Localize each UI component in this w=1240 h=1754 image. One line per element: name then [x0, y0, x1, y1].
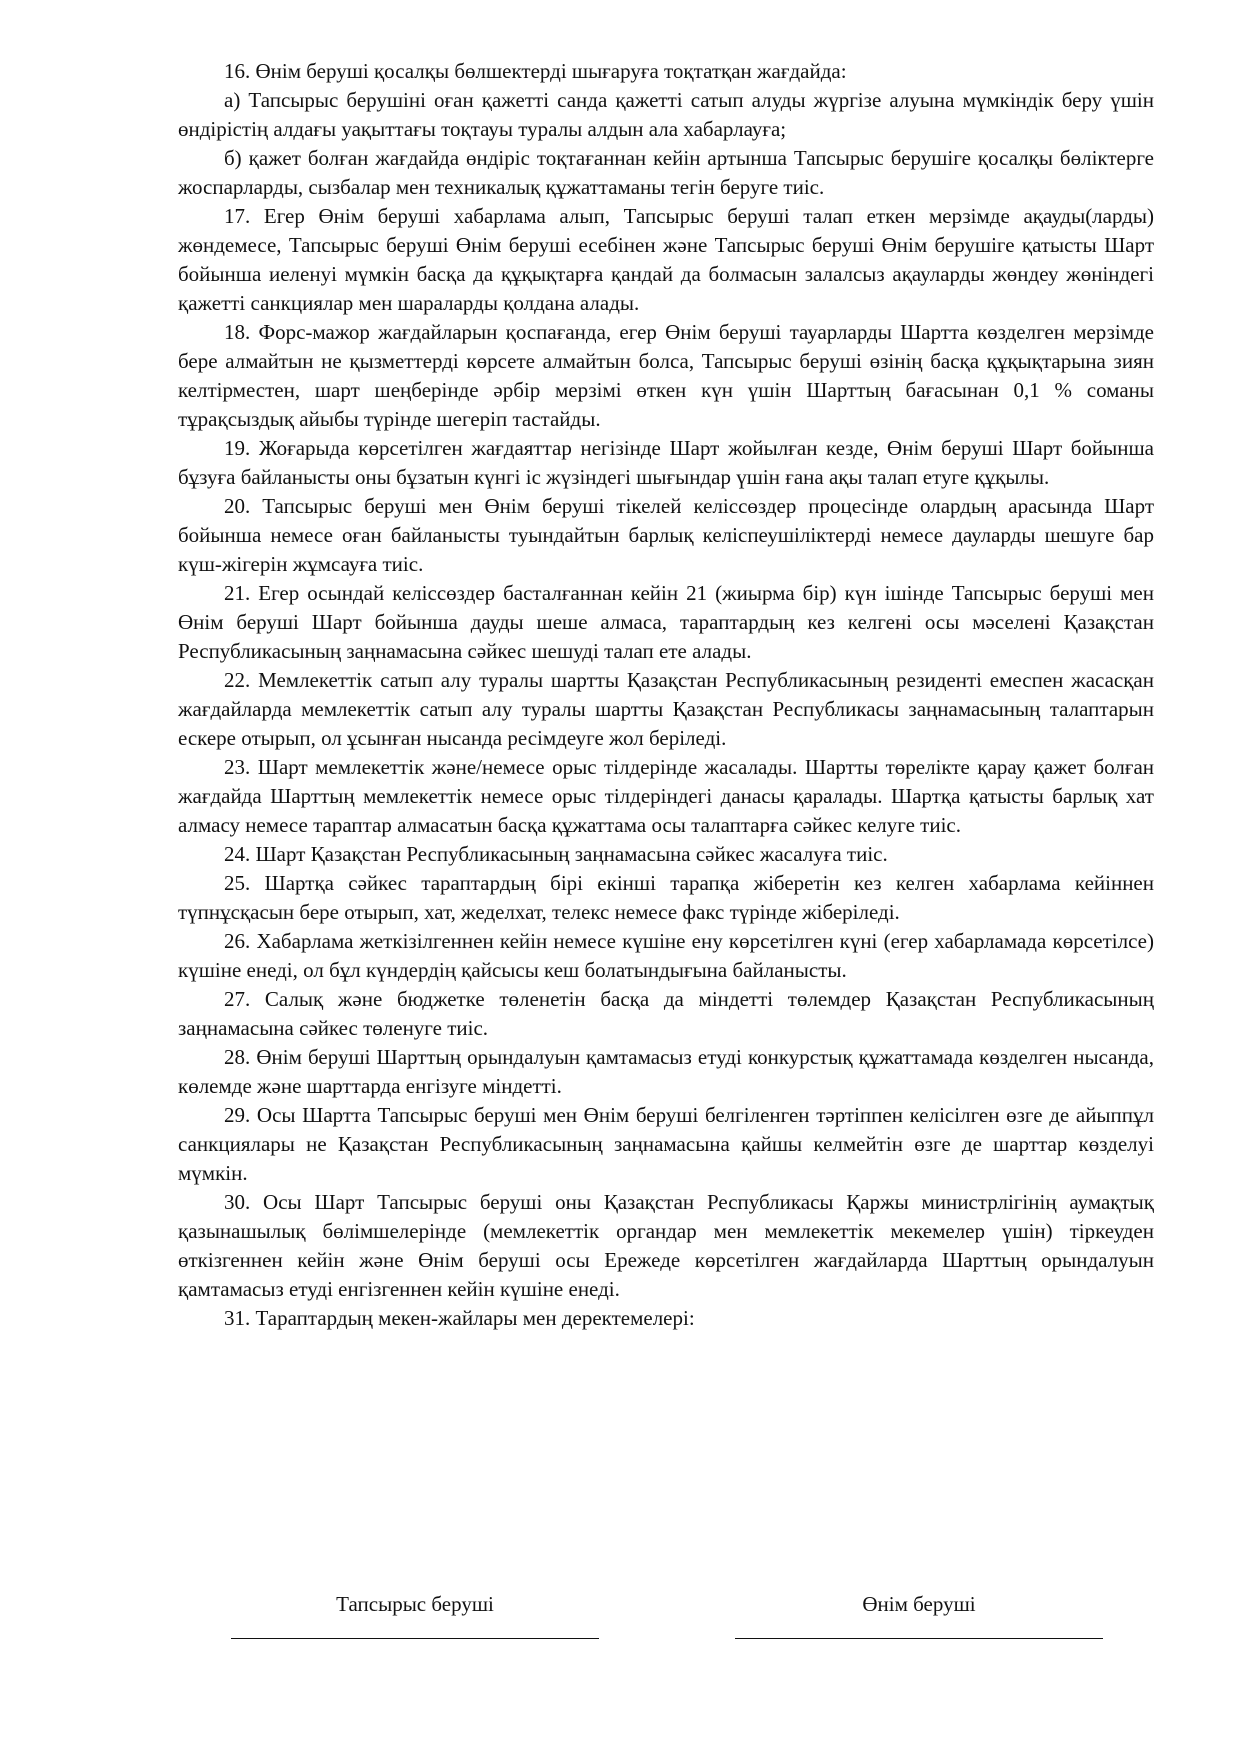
customer-label: Тапсырыс беруші: [336, 1592, 494, 1616]
supplier-label: Өнім беруші: [862, 1592, 976, 1616]
paragraph-29: 29. Осы Шартта Тапсырыс беруші мен Өнім беруші белгіленген тәртіппен келісілген өзге де айыппұл санкциялары не Қазақстан Республикасының заңнамасына қайшы келмейтін өзге де шарттар көзделуі мүмкін.: [178, 1103, 1154, 1185]
paragraph-16a: а) Тапсырыс берушіні оған қажетті санда қажетті сатып алуды жүргізе алуына мүмкіндік беру үшін өндірістің алдағы уақыттағы тоқтауы туралы алдын ала хабарлауға;: [178, 88, 1154, 141]
paragraph-24: 24. Шарт Қазақстан Республикасының заңнамасына сәйкес жасалуға тиіс.: [224, 842, 888, 866]
paragraph-17: 17. Егер Өнім беруші хабарлама алып, Тапсырыс беруші талап еткен мерзімде ақауды(ларды) жөндемесе, Тапсырыс беруші Өнім беруші есебінен және Тапсырыс беруші Өнім берушіге қатысты Шарт бойынша иеленуі мүмкін басқа да құқықтарға қандай да болмасын залалсыз ақауларды жөндеу жөніндегі қажетті санкциялар мен шараларды қолдана алады.: [178, 204, 1154, 315]
supplier-signature-block: [734, 1589, 1104, 1639]
paragraph-19: 19. Жоғарыда көрсетілген жағдаяттар негізінде Шарт жойылған кезде, Өнім беруші Шарт бойынша бұзуға байланысты оны бұзатын күнгі іс жүзіндегі шығындар үшін ғана ақы талап етуге құқылы.: [178, 436, 1154, 489]
customer-signature-line: [231, 1637, 599, 1639]
paragraph-18: 18. Форс-мажор жағдайларын қоспағанда, егер Өнім беруші тауарларды Шартта көзделген мерзімде бере алмайтын не қызметтерді көрсете алмайтын болса, Тапсырыс беруші өзінің басқа құқықтарына зиян келтірместен, шарт шеңберінде әрбір мерзімі өткен күн үшін Шарттың бағасынан 0,1 % соманы тұрақсыздық айыбы түрінде шегеріп тастайды.: [178, 320, 1154, 431]
paragraph-21: 21. Егер осындай келіссөздер басталғаннан кейін 21 (жиырма бір) күн ішінде Тапсырыс беруші мен Өнім беруші Шарт бойынша дауды шеше алмаса, тараптардың кез келгені осы мәселені Қазақстан Республикасының заңнамасына сәйкес шешуді талап ете алады.: [178, 581, 1154, 663]
paragraph-16: 16. Өнім беруші қосалқы бөлшектерді шығаруға тоқтатқан жағдайда:: [224, 59, 847, 83]
paragraph-16b: б) қажет болған жағдайда өндіріс тоқтағаннан кейін артынша Тапсырыс берушіге қосалқы бөліктерге жоспарларды, сызбалар мен техникалық құжаттаманы тегін беруге тиіс.: [178, 146, 1154, 199]
paragraph-27: 27. Салық және бюджетке төленетін басқа да міндетті төлемдер Қазақстан Республикасының заңнамасына сәйкес төленуге тиіс.: [178, 987, 1154, 1040]
paragraph-28: 28. Өнім беруші Шарттың орындалуын қамтамасыз етуді конкурстық құжаттамада көзделген нысанда, көлемде және шарттарда енгізуге міндетті.: [178, 1045, 1154, 1098]
signature-section: [178, 1589, 1154, 1659]
document-body: [178, 57, 1154, 1333]
supplier-signature-line: [735, 1637, 1103, 1639]
paragraph-25: 25. Шартқа сәйкес тараптардың бірі екінші тарапқа жіберетін кез келген хабарлама кейіннен түпнұсқасын бере отырып, хат, жеделхат, телекс немесе факс түрінде жіберіледі.: [178, 871, 1154, 924]
paragraph-23: 23. Шарт мемлекеттік және/немесе орыс тілдерінде жасалады. Шартты төрелікте қарау қажет болған жағдайда Шарттың мемлекеттік немесе орыс тілдеріндегі данасы қаралады. Шартқа қатысты барлық хат алмасу немесе тараптар алмасатын басқа құжаттама осы талаптарға сәйкес келуге тиіс.: [178, 755, 1154, 837]
paragraph-31: 31. Тараптардың мекен-жайлары мен деректемелері:: [224, 1306, 695, 1330]
paragraph-22: 22. Мемлекеттік сатып алу туралы шартты Қазақстан Республикасының резиденті емеспен жасасқан жағдайларда мемлекеттік сатып алу туралы шартты Қазақстан Республикасы заңнамасының талаптарын ескере отырып, ол ұсынған нысанда ресімдеуге жол беріледі.: [178, 668, 1154, 750]
paragraph-30: 30. Осы Шарт Тапсырыс беруші оны Қазақстан Республикасы Қаржы министрлігінің аумақтық қазынашылық бөлімшелерінде (мемлекеттік органдар мен мемлекеттік мекемелер үшін) тіркеуден өткізгеннен кейін және Өнім беруші осы Ережеде көрсетілген жағдайларда Шарттың орындалуын қамтамасыз етуді енгізгеннен кейін күшіне енеді.: [178, 1190, 1154, 1301]
paragraph-20: 20. Тапсырыс беруші мен Өнім беруші тікелей келіссөздер процесінде олардың арасында Шарт бойынша немесе оған байланысты туындайтын барлық келіспеушіліктерді немесе дауларды шешуге бар күш-жігерін жұмсауға тиіс.: [178, 494, 1154, 576]
customer-signature-block: [230, 1589, 600, 1639]
paragraph-26: 26. Хабарлама жеткізілгеннен кейін немесе күшіне ену көрсетілген күні (егер хабарламада көрсетілсе) күшіне енеді, ол бұл күндердің қайсысы кеш болатындығына байланысты.: [178, 929, 1154, 982]
